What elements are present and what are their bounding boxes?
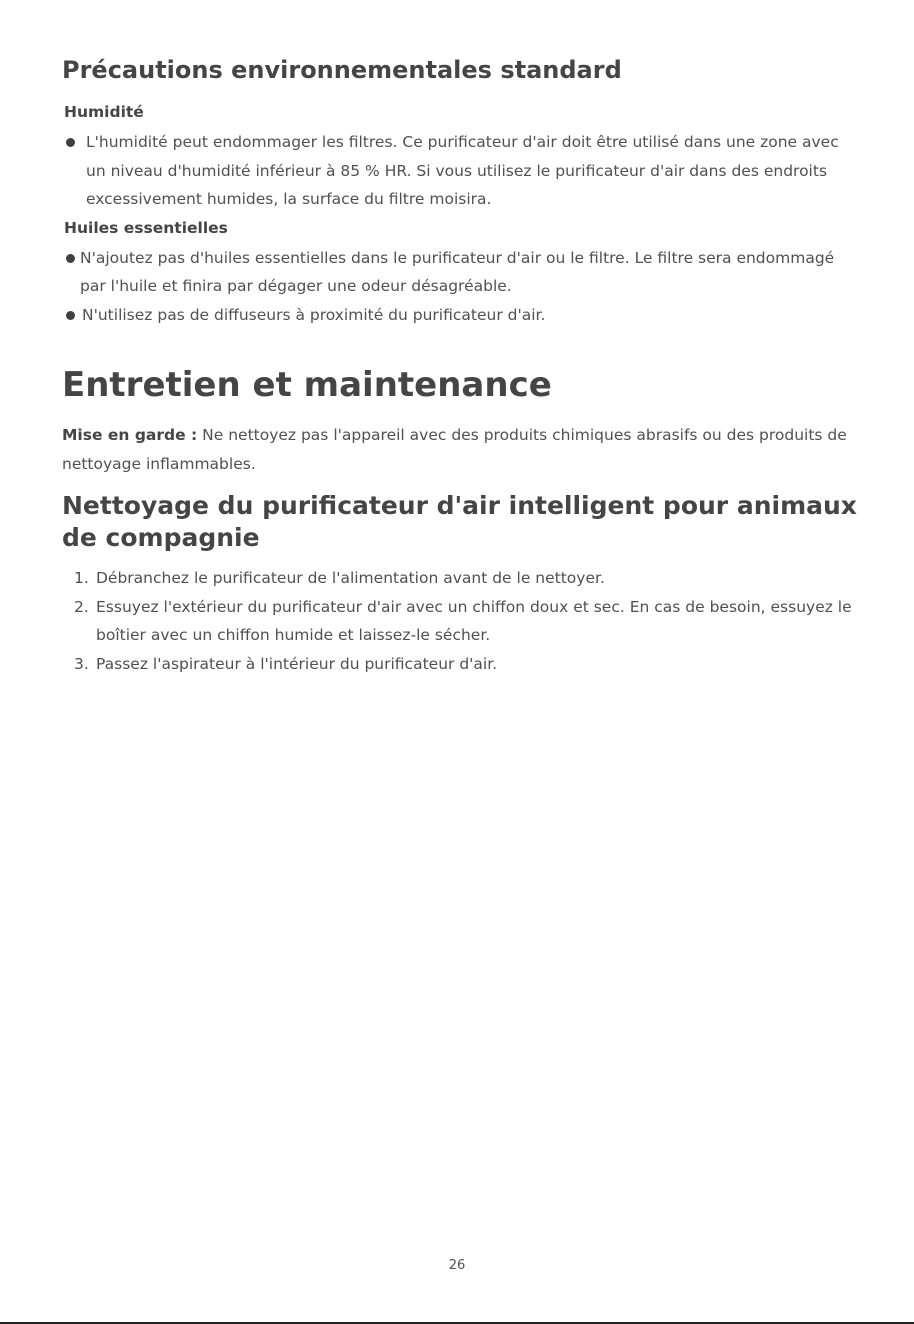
cleaning-step xyxy=(62,564,862,593)
document-page xyxy=(62,54,862,678)
section-title-maintenance: Entretien et maintenance xyxy=(62,365,552,405)
step-number: 1. xyxy=(74,569,89,587)
step-text: Passez l'aspirateur à l'intérieur du purificateur d'air. xyxy=(96,654,498,673)
cleaning-step xyxy=(62,593,862,650)
step-number: 3. xyxy=(74,654,89,673)
essential-oils-bullet xyxy=(62,244,862,301)
essential-oils-bullet-list xyxy=(62,244,862,330)
humidity-bullet xyxy=(62,128,862,214)
step-number: 2. xyxy=(74,597,89,616)
diffusers-bullet-text: N'utilisez pas de diffuseurs à proximité du purificateur d'air. xyxy=(82,305,546,324)
cleaning-step xyxy=(62,650,862,679)
humidity-bullet-text: L'humidité peut endommager les filtres. Ce purificateur d'air doit être utilisé dans une zone avec un niveau d'humidité inférieur à 85 % HR. Si vous utilisez le purificateur d'air dans des endroits excessivement humides, la surface du filtre moisira. xyxy=(86,133,839,208)
essential-oils-heading: Huiles essentielles xyxy=(64,218,228,237)
step-text: Essuyez l'extérieur du purificateur d'air avec un chiffon doux et sec. En cas de besoin, essuyez le boîtier avec un chiffon humide et laissez-le sécher. xyxy=(96,597,852,644)
section-title-environmental-precautions: Précautions environnementales standard xyxy=(62,56,622,84)
page-number: 26 xyxy=(448,1258,466,1273)
step-text: Débranchez le purificateur de l'alimentation avant de le nettoyer. xyxy=(96,569,605,587)
caution-paragraph xyxy=(62,421,862,478)
caution-text: Ne nettoyez pas l'appareil avec des produits chimiques abrasifs ou des produits de nettoyage inflammables. xyxy=(62,426,847,473)
diffusers-bullet xyxy=(62,301,862,330)
caution-label: Mise en garde : xyxy=(62,426,198,444)
cleaning-steps-list xyxy=(62,564,862,678)
humidity-bullet-list xyxy=(62,128,862,214)
essential-oils-bullet-text: N'ajoutez pas d'huiles essentielles dans le purificateur d'air ou le filtre. Le filtre sera endommagé par l'huile et finira par dégager une odeur désagréable. xyxy=(80,248,835,295)
cleaning-subsection-title: Nettoyage du purificateur d'air intelligent pour animaux de compagnie xyxy=(62,491,857,552)
humidity-heading: Humidité xyxy=(64,103,144,121)
